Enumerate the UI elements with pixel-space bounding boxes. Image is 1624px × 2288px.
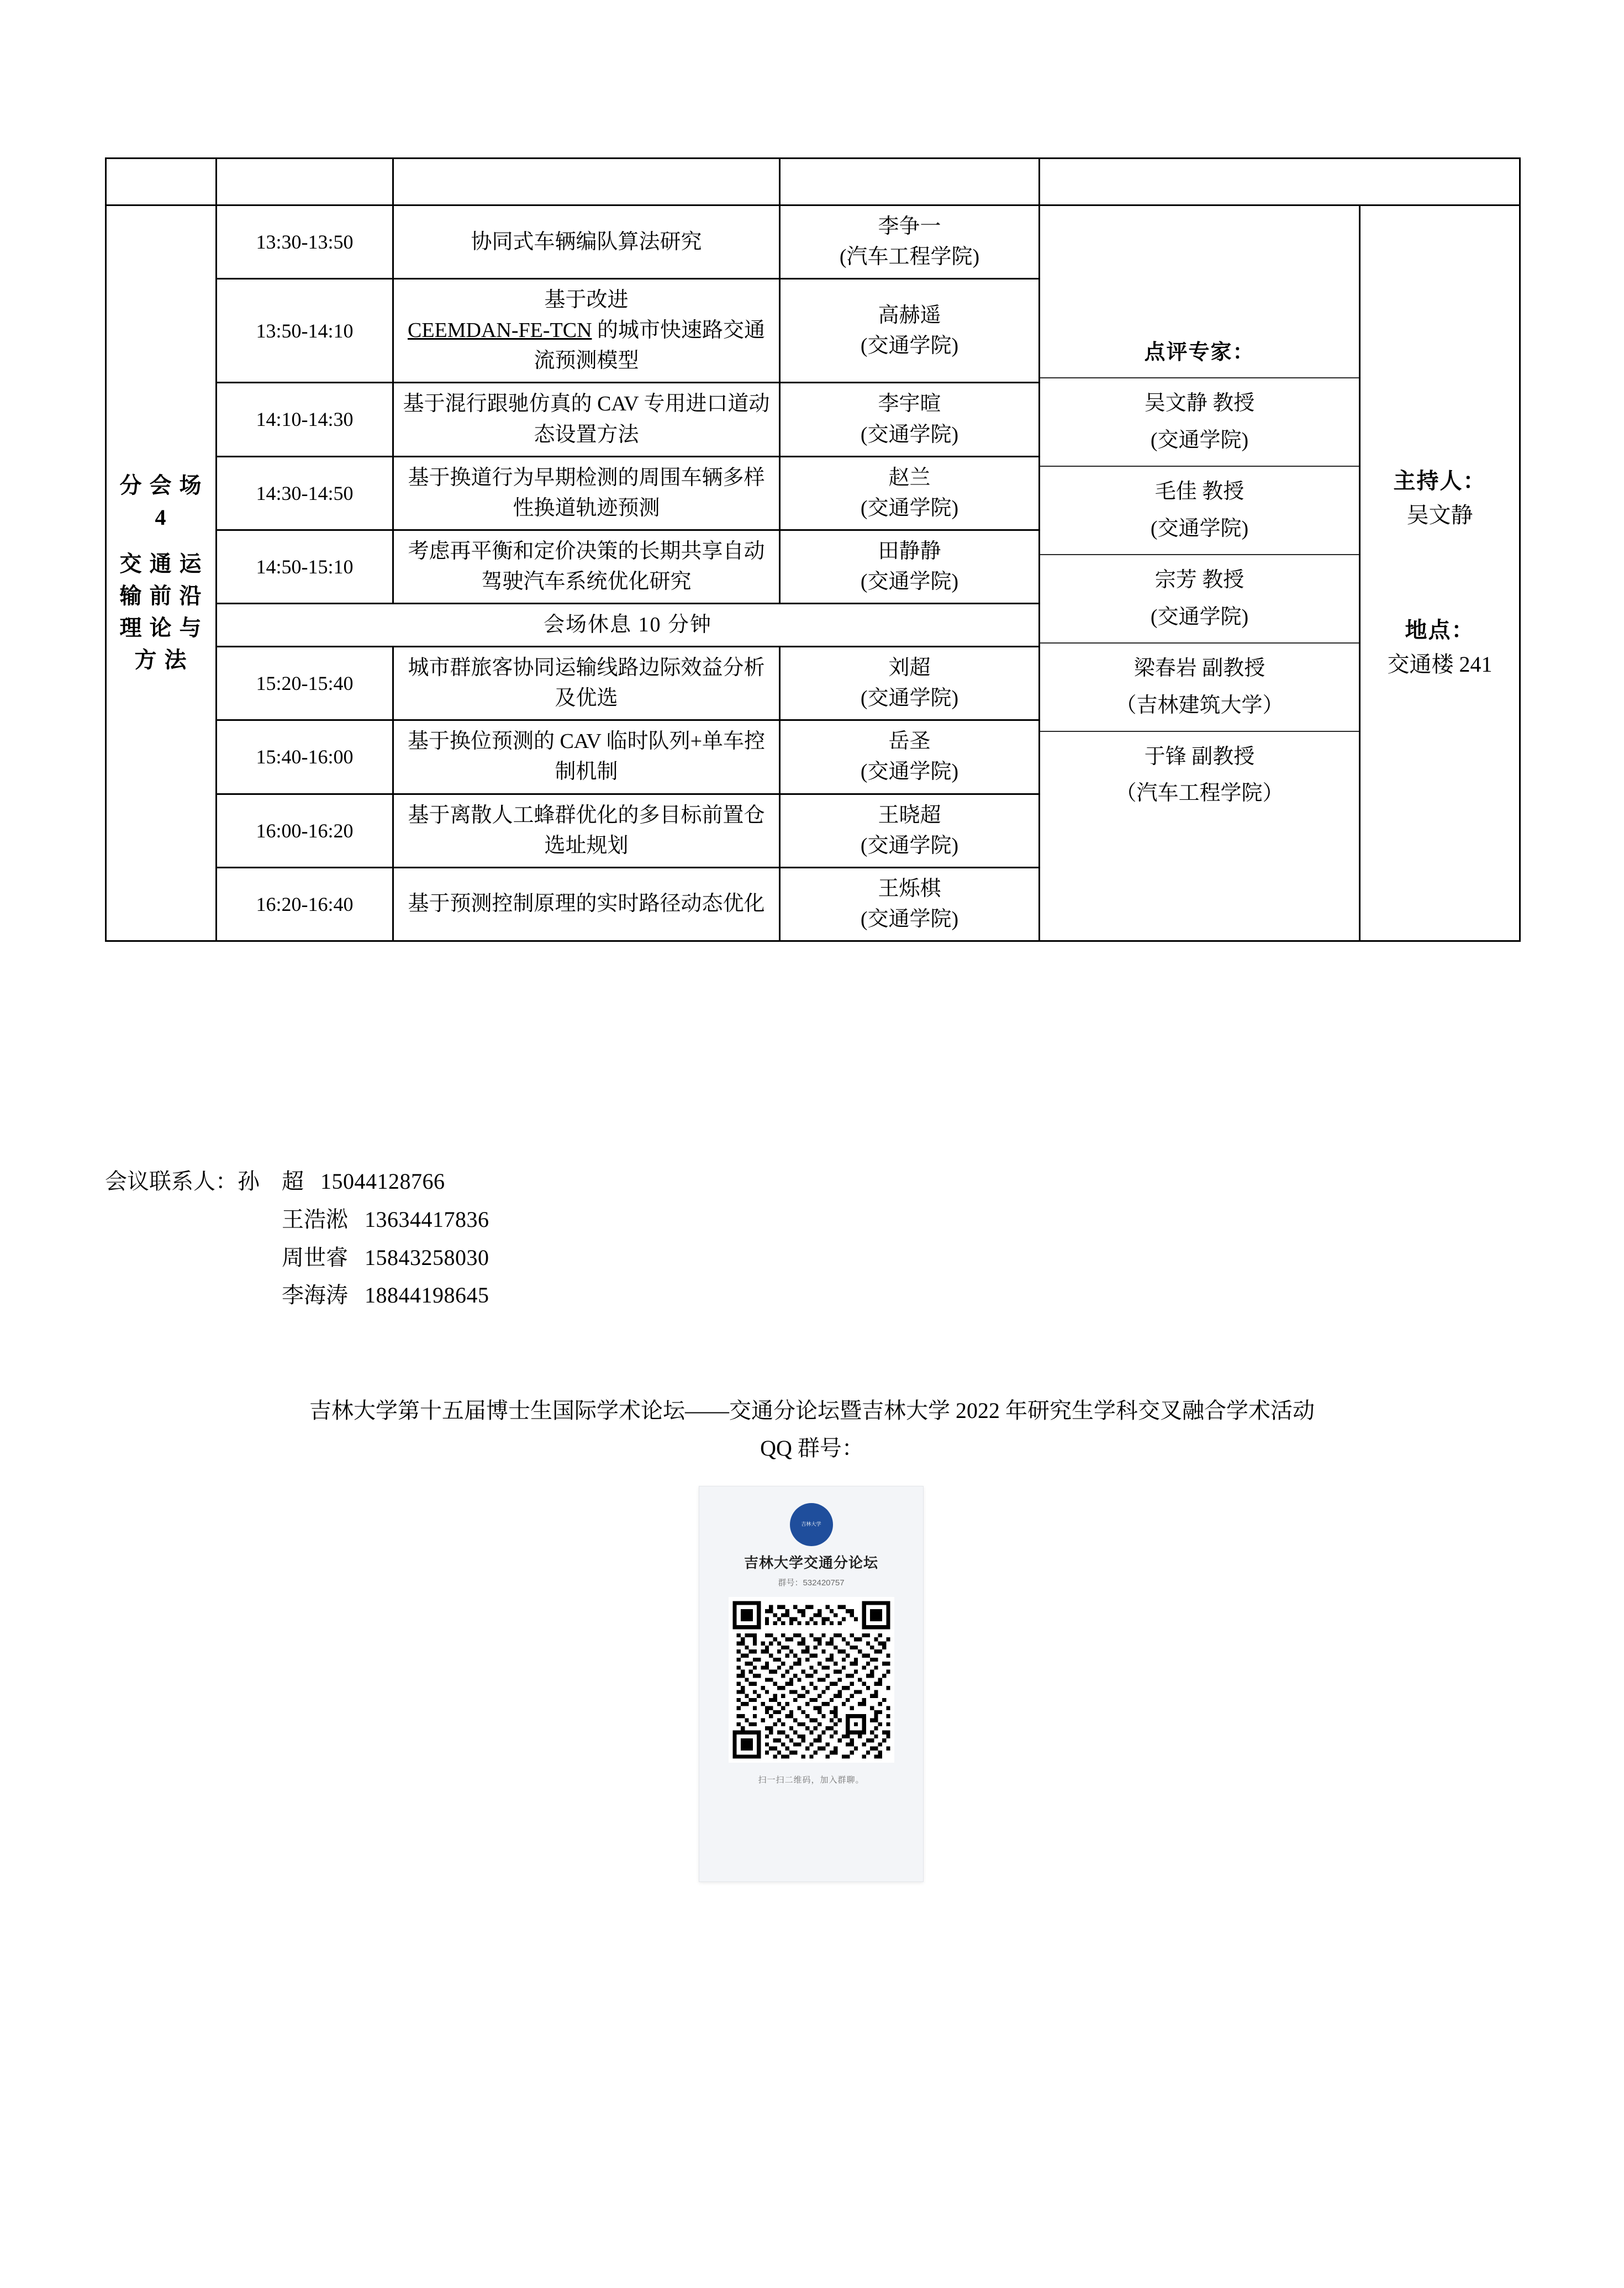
row-time: 14:10-14:30 — [217, 383, 393, 456]
experts-panel — [1040, 205, 1360, 941]
contact-phone: 18844198645 — [365, 1283, 489, 1308]
row-title-post: 的城市快速路交通流预测模型 — [534, 319, 766, 373]
row-speaker — [780, 205, 1040, 279]
host-panel — [1360, 205, 1520, 941]
speaker-name: 李争一 — [878, 215, 941, 238]
speaker-name: 李宇暄 — [878, 392, 941, 416]
qr-code-svg — [729, 1597, 894, 1763]
contact-row — [105, 1277, 489, 1315]
schedule-table — [105, 157, 1521, 942]
speaker-name: 王晓超 — [878, 803, 941, 827]
speaker-name: 刘超 — [888, 656, 931, 680]
spacer-cell-session — [106, 159, 217, 205]
row-title: 考虑再平衡和定价决策的长期共享自动驾驶汽车系统优化研究 — [393, 530, 780, 603]
row-title: 基于混行跟驰仿真的 CAV 专用进口道动态设置方法 — [393, 383, 780, 456]
host-value: 吴文静 — [1406, 503, 1473, 528]
qr-code-icon — [729, 1597, 894, 1763]
qr-card-footer: 扫一扫二维码，加入群聊。 — [758, 1775, 864, 1785]
row-speaker — [780, 867, 1040, 941]
session-label-bottom: 交 通 运 输 前 沿 理 论 与 方 法 — [119, 551, 203, 673]
expert-row — [1040, 378, 1359, 466]
row-title-term: CEEMDAN-FE-TCN — [407, 319, 592, 342]
expert-cell — [1040, 643, 1359, 731]
venue-value: 交通楼 241 — [1387, 652, 1493, 677]
spacer-cell-title — [393, 159, 780, 205]
expert-affiliation: （吉林建筑大学） — [1115, 693, 1284, 717]
expert-row — [1040, 731, 1359, 819]
expert-row — [1040, 555, 1359, 643]
footer-line-1: 吉林大学第十五届博士生国际学术论坛——交通分论坛暨吉林大学 2022 年研究生学科交叉融合学术活动 — [309, 1398, 1315, 1423]
expert-cell — [1040, 555, 1359, 643]
speaker-affiliation: (交通学院) — [860, 570, 959, 593]
expert-cell — [1040, 466, 1359, 555]
speaker-affiliation: (交通学院) — [860, 496, 959, 520]
expert-affiliation: (交通学院) — [1150, 517, 1249, 541]
row-title: 协同式车辆编队算法研究 — [393, 205, 780, 279]
speaker-name: 岳圣 — [888, 730, 931, 753]
speaker-affiliation: (交通学院) — [860, 334, 959, 357]
contact-name: 李海涛 — [282, 1283, 348, 1308]
row-title — [393, 279, 780, 383]
expert-name: 宗芳 教授 — [1154, 568, 1245, 592]
row-time: 16:20-16:40 — [217, 867, 393, 941]
row-time: 16:00-16:20 — [217, 794, 393, 867]
contacts-label: 会议联系人： — [105, 1169, 238, 1194]
speaker-name: 田静静 — [878, 539, 941, 563]
speaker-affiliation: (交通学院) — [860, 907, 959, 931]
speaker-affiliation: (汽车工程学院) — [839, 245, 980, 269]
contact-name: 孙 超 — [238, 1169, 304, 1194]
row-title-pre: 基于改进 — [544, 288, 629, 312]
row-speaker — [780, 720, 1040, 794]
contact-phone: 13634417836 — [365, 1206, 489, 1232]
row-time: 14:30-14:50 — [217, 456, 393, 530]
row-time: 13:50-14:10 — [217, 279, 393, 383]
expert-affiliation: (交通学院) — [1150, 429, 1249, 452]
expert-affiliation: （汽车工程学院） — [1115, 782, 1284, 805]
row-time: 14:50-15:10 — [217, 530, 393, 603]
expert-name: 毛佳 教授 — [1154, 480, 1245, 504]
contact-phone: 15044128766 — [320, 1169, 445, 1194]
speaker-name: 赵兰 — [888, 466, 931, 489]
speaker-affiliation: (交通学院) — [860, 760, 959, 784]
row-title: 城市群旅客协同运输线路边际效益分析及优选 — [393, 647, 780, 720]
row-speaker — [780, 647, 1040, 720]
expert-affiliation: (交通学院) — [1150, 605, 1249, 629]
footer-note — [105, 1392, 1519, 1467]
schedule-sheet — [105, 157, 1519, 942]
row-speaker — [780, 456, 1040, 530]
qr-card-subtitle: 群号：532420757 — [778, 1578, 845, 1588]
row-speaker — [780, 279, 1040, 383]
footer-line-2: QQ 群号： — [760, 1436, 864, 1461]
expert-name: 吴文静 教授 — [1144, 392, 1255, 415]
spacer-cell-experts — [1040, 159, 1520, 205]
contact-name: 周世睿 — [282, 1245, 348, 1270]
row-time: 13:30-13:50 — [217, 205, 393, 279]
speaker-affiliation: (交通学院) — [860, 423, 959, 446]
qq-group-qr-card — [699, 1486, 924, 1882]
row-speaker — [780, 530, 1040, 603]
row-speaker — [780, 794, 1040, 867]
experts-table — [1040, 328, 1359, 819]
qr-card-title: 吉林大学交通分论坛 — [744, 1554, 878, 1571]
session-label-cell — [106, 205, 217, 941]
speaker-affiliation: (交通学院) — [860, 687, 959, 710]
contact-phone: 15843258030 — [365, 1245, 489, 1270]
speaker-name: 王烁棋 — [878, 877, 941, 900]
contacts-block — [105, 1163, 489, 1315]
contact-row — [105, 1239, 489, 1277]
expert-name: 梁春岩 副教授 — [1133, 656, 1266, 680]
spacer-cell-speaker — [780, 159, 1040, 205]
speaker-affiliation: (交通学院) — [860, 834, 959, 857]
host-label: 主持人： — [1393, 468, 1486, 494]
speaker-name: 高赫遥 — [878, 303, 941, 327]
row-title: 基于换位预测的 CAV 临时队列+单车控制机制 — [393, 720, 780, 794]
table-row — [106, 205, 1520, 279]
contact-name: 王浩淞 — [282, 1206, 348, 1232]
expert-cell — [1040, 378, 1359, 466]
row-title: 基于离散人工蜂群优化的多目标前置仓选址规划 — [393, 794, 780, 867]
table-header-spacer-row — [106, 159, 1520, 205]
row-title: 基于换道行为早期检测的周围车辆多样性换道轨迹预测 — [393, 456, 780, 530]
logo-text: 吉林大学 — [801, 1521, 821, 1527]
row-title: 基于预测控制原理的实时路径动态优化 — [393, 867, 780, 941]
contact-row — [105, 1163, 489, 1201]
expert-row — [1040, 466, 1359, 555]
host-spacer — [1365, 531, 1515, 614]
experts-header: 点评专家： — [1040, 328, 1359, 378]
row-time: 15:20-15:40 — [217, 647, 393, 720]
break-label: 会场休息 10 分钟 — [217, 604, 1040, 647]
venue-label: 地点： — [1405, 618, 1475, 643]
row-speaker — [780, 383, 1040, 456]
session-label-top: 分 会 场 4 — [119, 473, 203, 530]
university-logo-icon — [790, 1503, 833, 1546]
spacer-cell-time — [217, 159, 393, 205]
expert-name: 于锋 副教授 — [1144, 745, 1255, 768]
expert-cell — [1040, 731, 1359, 819]
row-time: 15:40-16:00 — [217, 720, 393, 794]
expert-row — [1040, 643, 1359, 731]
experts-header-row — [1040, 328, 1359, 378]
contact-row — [105, 1201, 489, 1239]
